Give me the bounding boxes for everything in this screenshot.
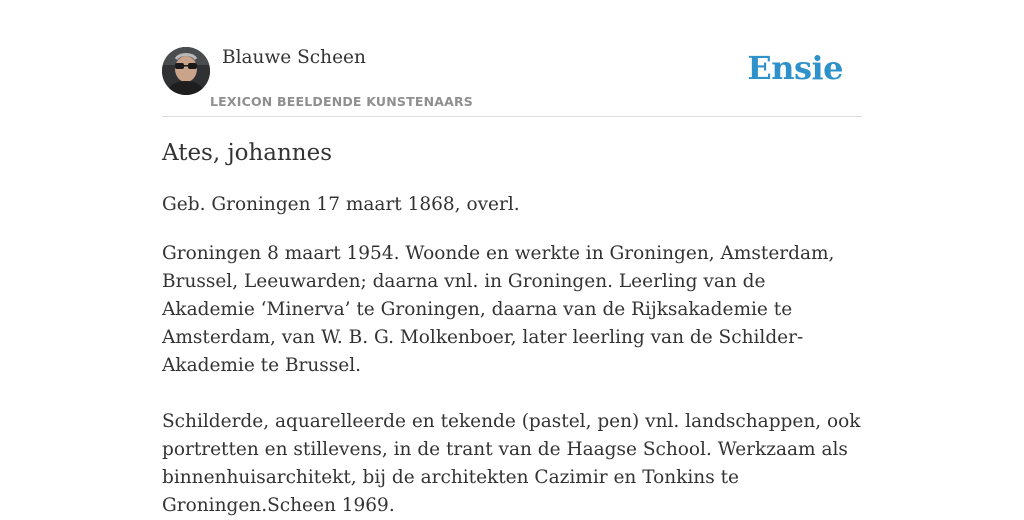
author-name[interactable]: Blauwe Scheen bbox=[222, 47, 366, 68]
site-header bbox=[162, 44, 862, 117]
entry-lead: Geb. Groningen 17 maart 1868, overl. bbox=[162, 194, 520, 215]
author-avatar[interactable] bbox=[162, 47, 210, 95]
entry-paragraph-1: Groningen 8 maart 1954. Woonde en werkte in Groningen, Amsterdam, Brussel, Leeuwarden; daarna vnl. in Groningen. Leerling van de Akademie ‘Minerva’ te Groningen, daarna van de Rijksakademie te Amsterdam, van W. B. G. Molkenboer, later leerling van de Schilder-Akademie te Brussel. bbox=[162, 243, 835, 376]
entry-paragraph-2: Schilderde, aquarelleerde en tekende (pastel, pen) vnl. landschappen, ook portretten en stillevens, in de trant van de Haagse School. Werkzaam als binnenhuisarchitekt, bij de architekten Cazimir en Tonkins te Groningen.Scheen 1969. bbox=[162, 411, 861, 516]
entry-title: Ates, johannes bbox=[162, 140, 333, 166]
ensie-logo[interactable]: Ensie bbox=[747, 49, 843, 87]
entry-body bbox=[162, 240, 862, 520]
avatar-icon bbox=[162, 47, 210, 95]
lexicon-subtitle[interactable]: LEXICON BEELDENDE KUNSTENAARS bbox=[210, 94, 474, 109]
